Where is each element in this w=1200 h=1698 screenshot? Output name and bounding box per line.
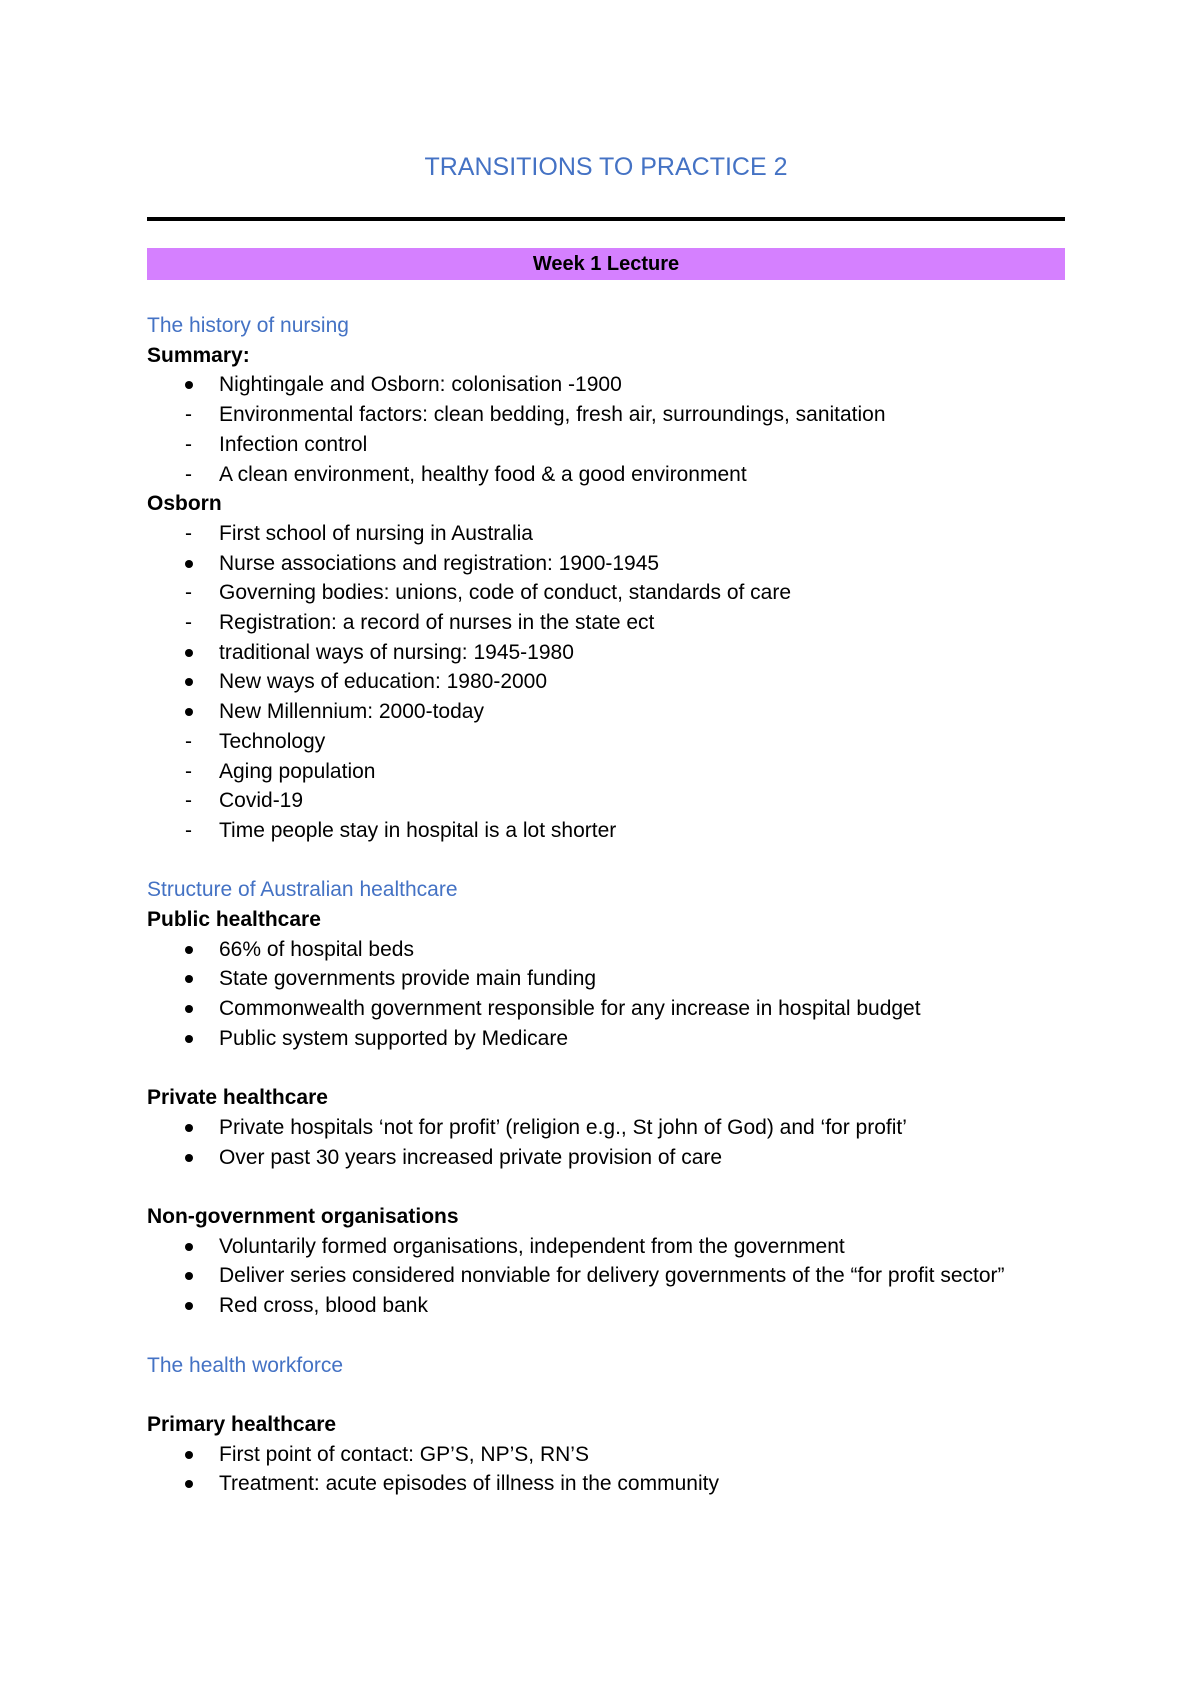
- list-item-text: State governments provide main funding: [219, 967, 597, 991]
- list-item: [147, 757, 1067, 787]
- list-item-text: traditional ways of nursing: 1945-1980: [219, 640, 574, 664]
- list-item: [147, 1291, 1067, 1321]
- section-heading: The health workforce: [147, 1353, 344, 1377]
- subheading: Public healthcare: [147, 908, 321, 932]
- list-item-text: Registration: a record of nurses in the state ect: [219, 611, 655, 635]
- list-item-text: Governing bodies: unions, code of conduct, standards of care: [219, 581, 792, 605]
- list-item: [147, 519, 1067, 549]
- list-item-text: Nightingale and Osborn: colonisation -1900: [219, 373, 622, 397]
- subheading: Private healthcare: [147, 1086, 328, 1110]
- list-item-text: 66% of hospital beds: [219, 937, 414, 961]
- list-item-text: Treatment: acute episodes of illness in the community: [219, 1472, 719, 1496]
- bullet-list: [147, 1113, 1067, 1172]
- list-item: [147, 697, 1067, 727]
- bullet-list: [147, 1440, 1067, 1499]
- subheading: Osborn: [147, 492, 222, 516]
- week-banner: Week 1 Lecture: [147, 248, 1065, 280]
- list-item: [147, 460, 1067, 490]
- list-item-text: Environmental factors: clean bedding, fresh air, surroundings, sanitation: [219, 403, 886, 427]
- list-item-text: Over past 30 years increased private provision of care: [219, 1145, 723, 1169]
- blank-line: [147, 1172, 1067, 1202]
- list-item: [147, 578, 1067, 608]
- section-heading: The history of nursing: [147, 314, 349, 337]
- list-item-text: New ways of education: 1980-2000: [219, 670, 548, 694]
- list-item: [147, 994, 1067, 1024]
- list-item: [147, 638, 1067, 668]
- list-item-text: Infection control: [219, 432, 368, 456]
- blank-line: [147, 846, 1067, 876]
- list-item-text: Nurse associations and registration: 1900-1945: [219, 551, 660, 575]
- list-item-text: Private hospitals ‘not for profit’ (religion e.g., St john of God) and ‘for profit’: [219, 1115, 907, 1139]
- list-item-text: Commonwealth government responsible for any increase in hospital budget: [219, 997, 921, 1021]
- list-item: [147, 1469, 1067, 1499]
- list-item-text: Public system supported by Medicare: [219, 1026, 568, 1050]
- list-item: [147, 1261, 1067, 1291]
- list-item: [147, 786, 1067, 816]
- bullet-list: [147, 519, 1067, 846]
- list-item: [147, 1143, 1067, 1173]
- list-item: [147, 1232, 1067, 1262]
- list-item: [147, 964, 1067, 994]
- list-item: [147, 667, 1067, 697]
- list-item: [147, 1440, 1067, 1470]
- list-item: [147, 400, 1067, 430]
- list-item: [147, 727, 1067, 757]
- list-item-text: A clean environment, healthy food & a good environment: [219, 462, 747, 486]
- bullet-list: [147, 370, 1067, 489]
- list-item: [147, 1024, 1067, 1054]
- list-item-text: Technology: [219, 729, 326, 753]
- list-item-text: Red cross, blood bank: [219, 1294, 428, 1318]
- blank-line: [147, 1054, 1067, 1084]
- list-item-text: Deliver series considered nonviable for delivery governments of the “for profit sector”: [219, 1264, 1005, 1288]
- bullet-list: [147, 935, 1067, 1054]
- list-item: [147, 430, 1067, 460]
- list-item: [147, 816, 1067, 846]
- blank-line: [147, 1321, 1067, 1351]
- list-item: [147, 608, 1067, 638]
- title-divider: [147, 217, 1065, 221]
- list-item-text: Time people stay in hospital is a lot shorter: [219, 818, 617, 842]
- list-item-text: First point of contact: GP’S, NP’S, RN’S: [219, 1442, 589, 1466]
- subheading: Summary:: [147, 343, 250, 367]
- blank-line: [147, 1380, 1067, 1410]
- subheading: Non-government organisations: [147, 1205, 459, 1229]
- list-item: [147, 935, 1067, 965]
- list-item: [147, 1113, 1067, 1143]
- list-item-text: Aging population: [219, 759, 376, 783]
- list-item: [147, 370, 1067, 400]
- document-body: [147, 311, 1067, 1499]
- list-item-text: First school of nursing in Australia: [219, 521, 533, 545]
- list-item-text: Covid-19: [219, 789, 304, 813]
- list-item: [147, 549, 1067, 579]
- bullet-list: [147, 1232, 1067, 1321]
- list-item-text: New Millennium: 2000-today: [219, 700, 484, 724]
- section-heading: Structure of Australian healthcare: [147, 878, 458, 902]
- list-item-text: Voluntarily formed organisations, independent from the government: [219, 1234, 845, 1258]
- subheading: Primary healthcare: [147, 1412, 337, 1436]
- document-title: TRANSITIONS TO PRACTICE 2: [424, 153, 788, 181]
